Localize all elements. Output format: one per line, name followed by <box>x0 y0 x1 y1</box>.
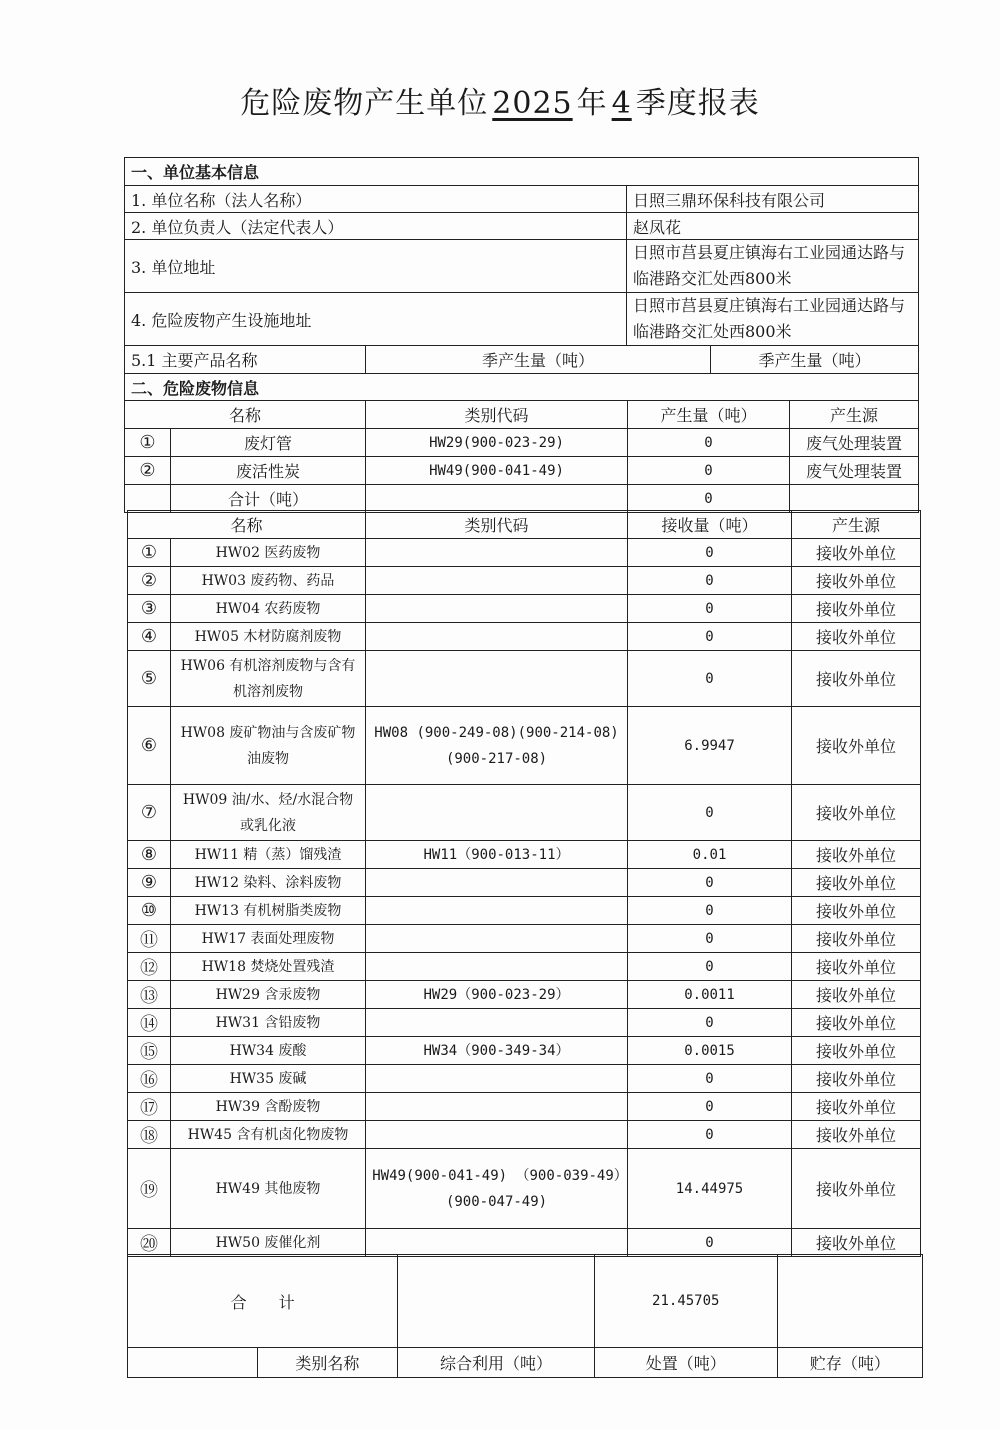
table-row <box>128 1037 921 1065</box>
row-number: ② <box>125 457 171 485</box>
waste-source: 废气处理装置 <box>790 457 919 485</box>
waste-code <box>366 897 628 925</box>
row-number: ⑩ <box>128 897 171 925</box>
waste-code <box>366 953 628 981</box>
row-number: ⑯ <box>128 1065 171 1093</box>
waste-code <box>366 1093 628 1121</box>
table-row <box>128 1009 921 1037</box>
waste-amount: 0 <box>628 1121 792 1149</box>
waste-code <box>366 567 628 595</box>
waste-name: HW12 染料、涂料废物 <box>171 869 366 897</box>
waste-code <box>366 539 628 567</box>
waste-name: HW29 含汞废物 <box>171 981 366 1009</box>
waste-name: HW13 有机树脂类废物 <box>171 897 366 925</box>
waste-source: 接收外单位 <box>792 785 921 841</box>
table-row <box>128 953 921 981</box>
waste-name: 废活性炭 <box>171 457 366 485</box>
waste-name: HW49 其他废物 <box>171 1149 366 1229</box>
table-row <box>128 1093 921 1121</box>
row-number: ⑭ <box>128 1009 171 1037</box>
waste-amount: 0 <box>628 567 792 595</box>
facility-address-label: 4. 危险废物产生设施地址 <box>125 293 627 346</box>
waste-amount: 0 <box>628 623 792 651</box>
waste-source: 接收外单位 <box>792 1009 921 1037</box>
waste-amount: 0 <box>628 1065 792 1093</box>
waste-name: HW50 废催化剂 <box>171 1229 366 1257</box>
title-prefix: 危险废物产生单位 <box>240 86 489 121</box>
table-row <box>125 429 919 457</box>
page-title <box>0 78 1000 122</box>
table-row <box>128 651 921 707</box>
waste-code <box>366 1229 628 1257</box>
waste-name: HW06 有机溶剂废物与含有机溶剂废物 <box>171 651 366 707</box>
waste-source: 接收外单位 <box>792 595 921 623</box>
waste-name: HW39 含酚废物 <box>171 1093 366 1121</box>
waste-source: 接收外单位 <box>792 1121 921 1149</box>
waste-code <box>366 1121 628 1149</box>
gen-total-label: 合计（吨） <box>171 485 366 513</box>
gen-header-source: 产生源 <box>790 401 919 429</box>
table-row <box>128 1149 921 1229</box>
gen-total-amount: 0 <box>628 485 790 513</box>
row-number: ⑧ <box>128 841 171 869</box>
waste-code: HW08 (900-249-08)(900-214-08) (900-217-08) <box>366 707 628 785</box>
waste-code <box>366 1065 628 1093</box>
waste-generation-table <box>124 345 919 513</box>
waste-source: 接收外单位 <box>792 1229 921 1257</box>
waste-source: 接收外单位 <box>792 1065 921 1093</box>
table-row <box>125 457 919 485</box>
section-heading-basic-info: 一、单位基本信息 <box>125 158 919 186</box>
waste-name: HW08 废矿物油与含废矿物油废物 <box>171 707 366 785</box>
waste-source: 接收外单位 <box>792 1093 921 1121</box>
recv-header-name: 名称 <box>128 511 366 539</box>
waste-name: HW31 含铅废物 <box>171 1009 366 1037</box>
row-number: ⑰ <box>128 1093 171 1121</box>
recv-header-code: 类别代码 <box>366 511 628 539</box>
waste-amount: 0 <box>628 953 792 981</box>
waste-name: HW34 废酸 <box>171 1037 366 1065</box>
waste-amount: 0 <box>628 869 792 897</box>
quarter-output-header-2: 季产生量（吨） <box>711 346 919 374</box>
basic-info-table <box>124 157 919 346</box>
waste-code <box>366 925 628 953</box>
row-number: ① <box>128 539 171 567</box>
section-heading-waste-info: 二、危险废物信息 <box>125 374 919 401</box>
table-row <box>128 869 921 897</box>
waste-amount: 0 <box>628 429 790 457</box>
table-row <box>128 897 921 925</box>
waste-name: HW17 表面处理废物 <box>171 925 366 953</box>
waste-name: HW45 含有机卤化物废物 <box>171 1121 366 1149</box>
waste-code: HW29（900-023-29） <box>366 981 628 1009</box>
waste-name: HW04 农药废物 <box>171 595 366 623</box>
waste-amount: 0.0011 <box>628 981 792 1009</box>
waste-name: HW18 焚烧处置残渣 <box>171 953 366 981</box>
recv-total-amount: 21.45705 <box>594 1255 777 1348</box>
waste-received-table <box>127 510 921 1257</box>
waste-amount: 0.01 <box>628 841 792 869</box>
row-number: ② <box>128 567 171 595</box>
waste-source: 接收外单位 <box>792 567 921 595</box>
table-row <box>128 539 921 567</box>
waste-code <box>366 785 628 841</box>
waste-name: HW11 精（蒸）馏残渣 <box>171 841 366 869</box>
product-name-label: 5.1 主要产品名称 <box>125 346 366 374</box>
table-row <box>128 623 921 651</box>
waste-amount: 0 <box>628 897 792 925</box>
disposal-header-storage: 贮存（吨） <box>777 1348 922 1378</box>
waste-code: HW29(900-023-29) <box>366 429 628 457</box>
title-year-label: 年 <box>576 86 608 121</box>
waste-amount: 0.0015 <box>628 1037 792 1065</box>
waste-amount: 0 <box>628 1093 792 1121</box>
waste-code <box>366 1009 628 1037</box>
row-number: ⑫ <box>128 953 171 981</box>
waste-name: HW02 医药废物 <box>171 539 366 567</box>
waste-amount: 0 <box>628 457 790 485</box>
waste-code: HW11（900-013-11） <box>366 841 628 869</box>
row-number: ⑦ <box>128 785 171 841</box>
waste-source: 接收外单位 <box>792 953 921 981</box>
recv-header-source: 产生源 <box>792 511 921 539</box>
waste-amount: 0 <box>628 1229 792 1257</box>
waste-source: 接收外单位 <box>792 1037 921 1065</box>
recv-total-row <box>128 1255 923 1348</box>
waste-amount: 14.44975 <box>628 1149 792 1229</box>
waste-source: 接收外单位 <box>792 981 921 1009</box>
disposal-header-category: 类别名称 <box>257 1348 398 1378</box>
table-row <box>128 785 921 841</box>
title-quarter: 4 <box>611 86 632 121</box>
waste-source: 接收外单位 <box>792 623 921 651</box>
table-row <box>128 595 921 623</box>
waste-source: 接收外单位 <box>792 1149 921 1229</box>
row-number: ⑮ <box>128 1037 171 1065</box>
table-row <box>128 1065 921 1093</box>
waste-code <box>366 595 628 623</box>
row-number: ⑬ <box>128 981 171 1009</box>
waste-amount: 0 <box>628 651 792 707</box>
unit-head-label: 2. 单位负责人（法定代表人） <box>125 213 627 240</box>
table-row <box>128 925 921 953</box>
waste-name: HW05 木材防腐剂废物 <box>171 623 366 651</box>
unit-address-value: 日照市莒县夏庄镇海右工业园通达路与临港路交汇处西800米 <box>627 240 919 293</box>
waste-name: 废灯管 <box>171 429 366 457</box>
table-row <box>128 981 921 1009</box>
row-number: ① <box>125 429 171 457</box>
waste-amount: 0 <box>628 595 792 623</box>
waste-amount: 0 <box>628 1009 792 1037</box>
row-number: ④ <box>128 623 171 651</box>
table-row <box>128 1121 921 1149</box>
recv-total-label: 合 计 <box>128 1255 398 1348</box>
disposal-header-utilization: 综合利用（吨） <box>398 1348 595 1378</box>
waste-name: HW09 油/水、烃/水混合物或乳化液 <box>171 785 366 841</box>
unit-head-value: 赵凤花 <box>627 213 919 240</box>
disposal-header-disposal: 处置（吨） <box>594 1348 777 1378</box>
recv-header-amount: 接收量（吨） <box>628 511 792 539</box>
waste-source: 接收外单位 <box>792 897 921 925</box>
waste-amount: 6.9947 <box>628 707 792 785</box>
title-suffix: 季度报表 <box>635 86 760 121</box>
quarter-output-header-1: 季产生量（吨） <box>366 346 711 374</box>
table-row <box>128 567 921 595</box>
waste-amount: 0 <box>628 925 792 953</box>
gen-header-name: 名称 <box>125 401 366 429</box>
table-row <box>128 707 921 785</box>
waste-amount: 0 <box>628 785 792 841</box>
waste-name: HW03 废药物、药品 <box>171 567 366 595</box>
facility-address-value: 日照市莒县夏庄镇海右工业园通达路与临港路交汇处西800米 <box>627 293 919 346</box>
waste-code: HW34（900-349-34） <box>366 1037 628 1065</box>
gen-total-row <box>125 485 919 513</box>
disposal-table <box>127 1254 923 1378</box>
row-number: ⑲ <box>128 1149 171 1229</box>
waste-amount: 0 <box>628 539 792 567</box>
waste-code <box>366 869 628 897</box>
table-row <box>128 841 921 869</box>
waste-source: 接收外单位 <box>792 869 921 897</box>
unit-address-label: 3. 单位地址 <box>125 240 627 293</box>
unit-name-label: 1. 单位名称（法人名称） <box>125 186 627 213</box>
row-number: ⑱ <box>128 1121 171 1149</box>
waste-source: 接收外单位 <box>792 707 921 785</box>
row-number: ⑪ <box>128 925 171 953</box>
waste-source: 接收外单位 <box>792 539 921 567</box>
waste-code: HW49(900-041-49) （900-039-49）(900-047-49) <box>366 1149 628 1229</box>
waste-code <box>366 623 628 651</box>
row-number: ⑤ <box>128 651 171 707</box>
row-number: ⑥ <box>128 707 171 785</box>
table-row <box>128 1229 921 1257</box>
unit-name-value: 日照三鼎环保科技有限公司 <box>627 186 919 213</box>
row-number: ⑳ <box>128 1229 171 1257</box>
waste-code <box>366 651 628 707</box>
waste-name: HW35 废碱 <box>171 1065 366 1093</box>
waste-source: 接收外单位 <box>792 841 921 869</box>
gen-header-code: 类别代码 <box>366 401 628 429</box>
waste-source: 接收外单位 <box>792 651 921 707</box>
row-number: ⑨ <box>128 869 171 897</box>
waste-code: HW49(900-041-49) <box>366 457 628 485</box>
waste-source: 废气处理装置 <box>790 429 919 457</box>
gen-header-amount: 产生量（吨） <box>628 401 790 429</box>
waste-source: 接收外单位 <box>792 925 921 953</box>
title-year: 2025 <box>492 86 573 121</box>
row-number: ③ <box>128 595 171 623</box>
